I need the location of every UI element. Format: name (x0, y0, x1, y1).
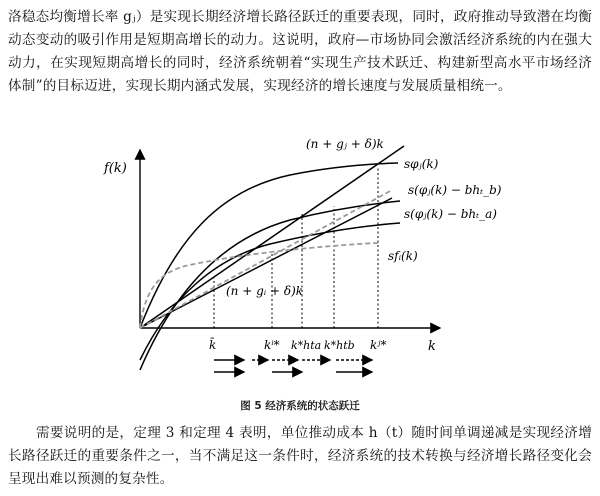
paragraph-bottom (8, 422, 592, 491)
state-transition-figure (0, 128, 600, 400)
tick-k-i: kⁱ* (264, 338, 280, 352)
tick-k-j: kʲ* (370, 338, 387, 352)
paragraph-top (8, 6, 592, 98)
transition-arrows (214, 360, 372, 372)
label-s-phi-j: sφⱼ(k) (404, 157, 439, 171)
line-n-gi (140, 198, 392, 328)
tick-k-htb: k*htb (324, 339, 355, 352)
paragraph-top-text: 洛稳态均衡增长率 gⱼ）是实现长期经济增长路径跃迁的重要表现，同时，政府推动导致潜在均衡动态变动的吸引作用是短期高增长的动力。这说明，政府—市场协同会激活经济系统的内在强大动力，在实现短期高增长的同时，经济系统朝着“实现生产技术跃迁、构建新型高水平市场经济体制”的目标迈进，实现长期内涵式发展，实现经济的增长速度与发展质量相统一。 (8, 9, 592, 94)
label-n-gi: (n + gᵢ + δ)k (226, 284, 304, 298)
label-s-phi-j-htb: s(φⱼ(k) − bhₜ_b) (408, 183, 502, 197)
tick-k-bar: k̄ (209, 338, 217, 352)
label-s-phi-j-hta: s(φⱼ(k) − bhₜ_a) (404, 207, 497, 221)
curve-s-phi-j (140, 163, 398, 328)
tick-k-hta: k*hta (291, 339, 322, 352)
label-n-gj: (n + gⱼ + δ)k (306, 137, 384, 151)
paragraph-bottom-text: 需要说明的是，定理 3 和定理 4 表明，单位推动成本 h（t）随时间单调递减是实现经济增长路径跃迁的重要条件之一，当不满足这一条件时，经济系统的技术转换与经济增长路径变化会呈现出难以预测的复杂性。 (8, 425, 592, 487)
x-axis-label: k (428, 339, 436, 354)
label-s-f-i: sfᵢ(k) (388, 249, 418, 263)
dashed-line (140, 190, 392, 328)
figure-caption: 图 5 经济系统的状态跃迁 (240, 400, 360, 412)
y-axis-label: f(k) (104, 161, 127, 176)
